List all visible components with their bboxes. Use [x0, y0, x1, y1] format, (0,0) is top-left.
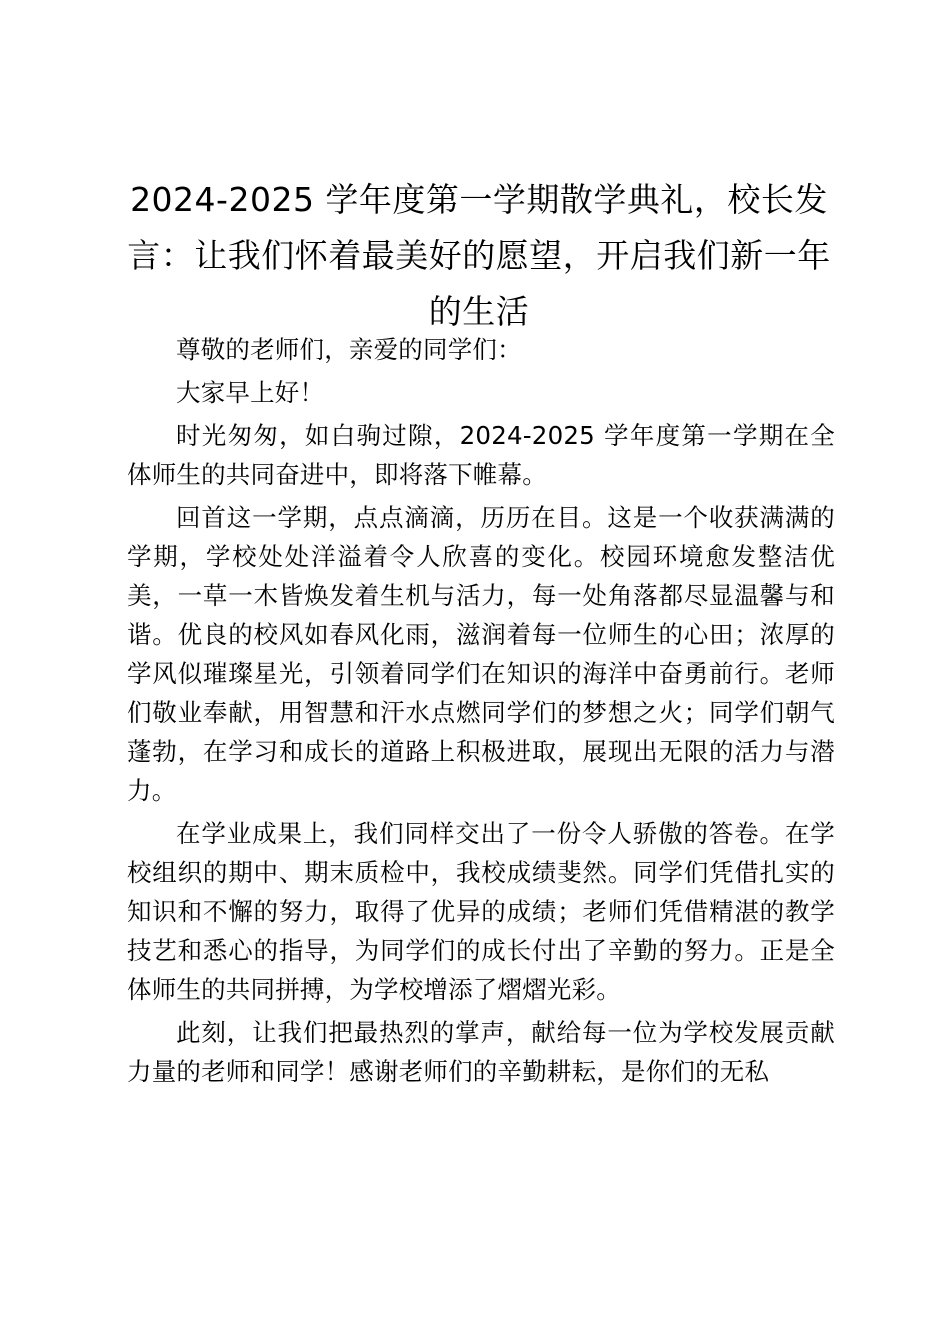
paragraph: 此刻，让我们把最热烈的掌声，献给每一位为学校发展贡献力量的老师和同学！感谢老师们的辛勤耕耘，是你们的无私 — [127, 1018, 835, 1086]
paragraph: 在学业成果上，我们同样交出了一份令人骄傲的答卷。在学校组织的期中、期末质检中，我校成绩斐然。同学们凭借扎实的知识和不懈的努力，取得了优异的成绩；老师们凭借精湛的教学技艺和悉心的指导，为同学们的成长付出了辛勤的努力。正是全体师生的共同拼搏，为学校增添了熠熠光彩。 — [127, 819, 835, 1004]
paragraph-salutation: 尊敬的老师们，亲爱的同学们： — [176, 335, 522, 364]
paragraph-greeting: 大家早上好！ — [176, 378, 325, 407]
paragraph: 回首这一学期，点点滴滴，历历在目。这是一个收获满满的学期，学校处处洋溢着令人欣喜的变化。校园环境愈发整洁优美，一草一木皆焕发着生机与活力，每一处角落都尽显温馨与和谐。优良的校风如春风化雨，滋润着每一位师生的心田；浓厚的学风似璀璨星光，引领着同学们在知识的海洋中奋勇前行。老师们敬业奉献，用智慧和汗水点燃同学们的梦想之火；同学们朝气蓬勃，在学习和成长的道路上积极进取，展现出无限的活力与潜力。 — [127, 503, 835, 805]
document-body — [127, 330, 835, 1095]
document-title: 2024-2025 学年度第一学期散学典礼，校长发言：让我们怀着最美好的愿望，开启我们新一年的生活 — [127, 180, 831, 331]
paragraph: 时光匆匆，如白驹过隙，2024-2025 学年度第一学期在全体师生的共同奋进中，即将落下帷幕。 — [127, 421, 835, 489]
